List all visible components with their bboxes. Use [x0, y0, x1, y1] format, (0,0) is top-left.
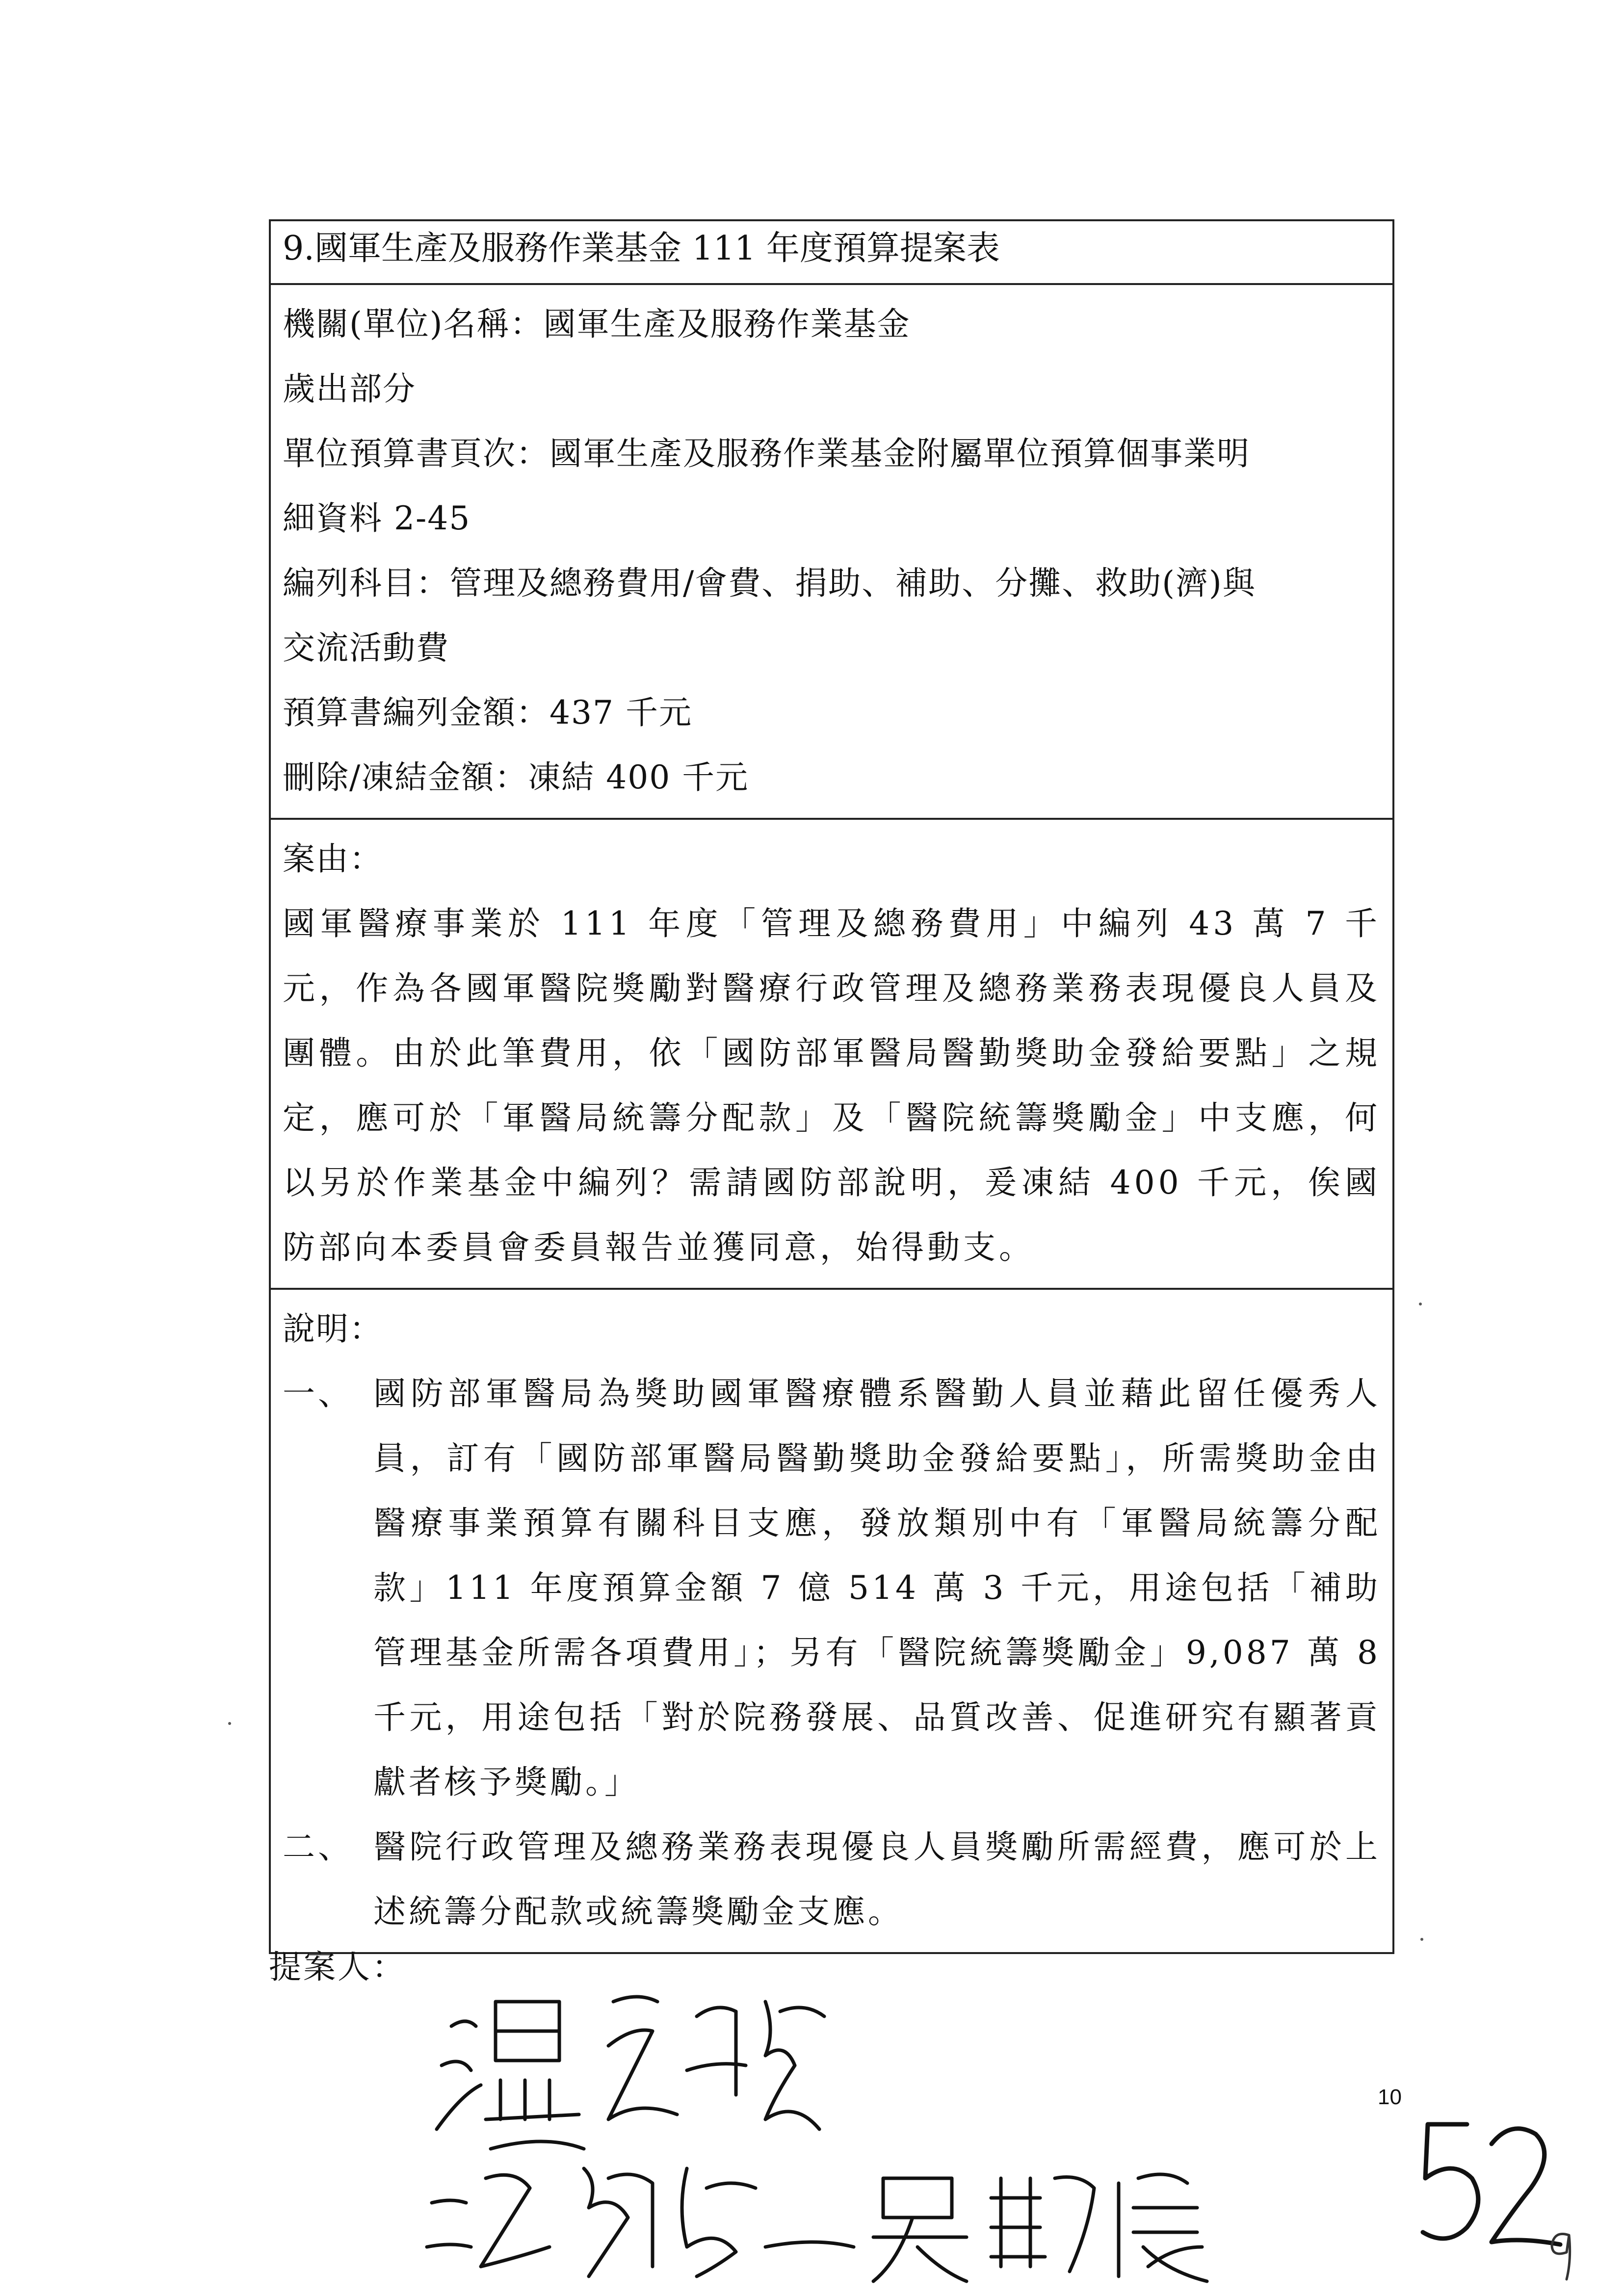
handwritten-signatures	[422, 1972, 1354, 2286]
explanation-item-number: 二、	[283, 1828, 353, 1866]
scan-speck	[228, 1722, 231, 1725]
corner-page-number	[1545, 2225, 1579, 2284]
motion-section	[271, 820, 1392, 1290]
budget-item-field-continued: 交流活動費	[283, 629, 449, 667]
motion-label: 案由：	[283, 840, 383, 878]
scan-speck	[1419, 1303, 1422, 1305]
proposal-form-table	[269, 219, 1394, 1954]
proposer-label: 提案人：	[269, 1948, 406, 1986]
explanation-item-text: 醫院行政管理及總務業務表現優良人員獎勵所需經費，應可於上述統籌分配款或統籌獎勵金支應。	[373, 1828, 1381, 1931]
explanation-item	[283, 1361, 1381, 1815]
header-fields-section	[271, 285, 1392, 820]
explanation-item-text: 國防部軍醫局為獎助國軍醫療體系醫勤人員並藉此留任優秀人員，訂有「國防部軍醫局醫勤獎助金發給要點」，所需獎助金由醫療事業預算有關科目支應，發放類別中有「軍醫局統籌分配款」111 年度預算金額 7 億 514 萬 3 千元，用途包括「補助管理基金所需各項費用」；另有「醫院統籌獎勵金」9,087 萬 8 千元，用途包括「對於院務發展、品質改善、促進研究有顯著貢獻者核予獎勵。」	[373, 1375, 1381, 1801]
form-title-text: 9.國軍生產及服務作業基金 111 年度預算提案表	[283, 229, 1000, 268]
explanation-item-number: 一、	[283, 1375, 353, 1412]
cut-freeze-amount-field: 刪除/凍結金額：凍結 400 千元	[283, 758, 749, 796]
explanation-label: 說明：	[283, 1310, 383, 1348]
budget-amount-field: 預算書編列金額：437 千元	[283, 694, 692, 731]
budget-page-field: 單位預算書頁次：國軍生產及服務作業基金附屬單位預算個事業明	[283, 435, 1250, 472]
explanation-item	[283, 1815, 1381, 1944]
scan-speck	[1420, 1938, 1423, 1941]
explanation-section	[271, 1290, 1392, 1952]
category-field: 歲出部分	[283, 370, 416, 408]
budget-page-field-continued: 細資料 2-45	[283, 499, 471, 537]
agency-field: 機關(單位)名稱：國軍生產及服務作業基金	[283, 305, 911, 343]
page-number-small: 10	[1378, 2085, 1402, 2109]
handwritten-page-number	[1408, 2105, 1565, 2262]
form-title	[271, 221, 1392, 285]
budget-item-field: 編列科目：管理及總務費用/會費、捐助、補助、分攤、救助(濟)與	[283, 564, 1256, 602]
motion-text: 國軍醫療事業於 111 年度「管理及總務費用」中編列 43 萬 7 千元，作為各國軍醫院獎勵對醫療行政管理及總務業務表現優良人員及團體。由於此筆費用，依「國防部軍醫局醫勤獎助金發給要點」之規定，應可於「軍醫局統籌分配款」及「醫院統籌獎勵金」中支應，何以另於作業基金中編列？需請國防部說明，爰凍結 400 千元，俟國防部向本委員會委員報告並獲同意，始得動支。	[283, 905, 1381, 1266]
